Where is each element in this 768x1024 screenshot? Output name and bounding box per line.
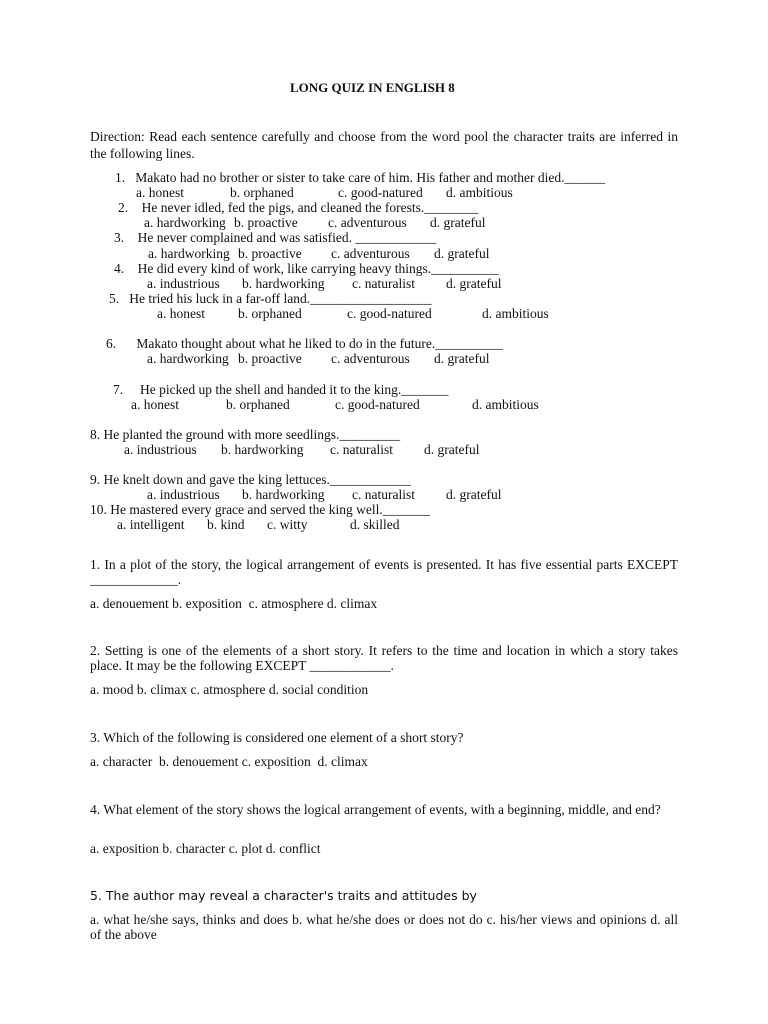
answer-choices: a. denouement b. exposition c. atmosphere d. climax (90, 596, 378, 611)
choice: c. witty (267, 517, 308, 532)
choice: b. proactive (238, 246, 302, 261)
choice: b. hardworking (221, 442, 304, 457)
question-6: 6. Makato thought about what he liked to do in the future.__________ (106, 336, 503, 351)
answer-choices: a. character b. denouement c. exposition d. climax (90, 754, 368, 769)
choice: d. grateful (434, 246, 490, 261)
choice: b. proactive (234, 215, 298, 230)
question-2: 2. He never idled, fed the pigs, and cleaned the forests.________ (118, 200, 479, 215)
choice: d. grateful (430, 215, 486, 230)
page-title: LONG QUIZ IN ENGLISH 8 (290, 80, 455, 95)
choice: a. hardworking (144, 215, 226, 230)
choice: c. good-natured (335, 397, 420, 412)
choice: d. skilled (350, 517, 400, 532)
question-7: 7. He picked up the shell and handed it to the king._______ (113, 382, 449, 397)
direction-text: Direction: Read each sentence carefully and choose from the word pool the character traits are inferred in the following lines. (90, 129, 678, 161)
choice: b. orphaned (226, 397, 290, 412)
choice: c. naturalist (352, 487, 415, 502)
question-b5: 5. The author may reveal a character's traits and attitudes by (90, 888, 477, 903)
choice: d. ambitious (446, 185, 513, 200)
choice: a. industrious (124, 442, 197, 457)
question-9: 9. He knelt down and gave the king lettuces.____________ (90, 472, 411, 487)
question-1: 1. Makato had no brother or sister to take care of him. His father and mother died.______ (115, 170, 605, 185)
choice: a. industrious (147, 276, 220, 291)
choice: c. naturalist (330, 442, 393, 457)
choice: b. orphaned (238, 306, 302, 321)
choice: c. adventurous (331, 351, 410, 366)
choice: a. hardworking (147, 351, 229, 366)
choice: d. grateful (424, 442, 480, 457)
choice: a. honest (136, 185, 184, 200)
question-b2: 2. Setting is one of the elements of a short story. It refers to the time and location in which a story takes place. It may be the following EXCEPT ____________. (90, 643, 678, 673)
question-10: 10. He mastered every grace and served the king well._______ (90, 502, 431, 517)
choice: a. hardworking (148, 246, 230, 261)
answer-choices: a. exposition b. character c. plot d. conflict (90, 841, 321, 856)
answer-choices: a. what he/she says, thinks and does b. what he/she does or does not do c. his/her views and opinions d. all of the above (90, 912, 678, 942)
question-8: 8. He planted the ground with more seedlings._________ (90, 427, 401, 442)
choice: c. naturalist (352, 276, 415, 291)
choice: d. grateful (446, 276, 502, 291)
choice: d. ambitious (482, 306, 549, 321)
choice: d. grateful (446, 487, 502, 502)
choice: c. adventurous (331, 246, 410, 261)
choice: b. proactive (238, 351, 302, 366)
answer-choices: a. mood b. climax c. atmosphere d. social condition (90, 682, 369, 697)
question-4: 4. He did every kind of work, like carrying heavy things.__________ (114, 261, 499, 276)
choice: a. industrious (147, 487, 220, 502)
choice: d. ambitious (472, 397, 539, 412)
question-b4: 4. What element of the story shows the logical arrangement of events, with a beginning, middle, and end? (90, 802, 661, 817)
choice: d. grateful (434, 351, 490, 366)
question-3: 3. He never complained and was satisfied. ____________ (114, 230, 437, 245)
choice: c. good-natured (338, 185, 423, 200)
choice: c. good-natured (347, 306, 432, 321)
choice: a. honest (131, 397, 179, 412)
choice: b. kind (207, 517, 245, 532)
question-b1: 1. In a plot of the story, the logical arrangement of events is presented. It has five essential parts EXCEPT _____________. (90, 557, 678, 587)
choice: a. honest (157, 306, 205, 321)
question-5: 5. He tried his luck in a far-off land.__________________ (109, 291, 432, 306)
choice: a. intelligent (117, 517, 185, 532)
choice: c. adventurous (328, 215, 407, 230)
choice: b. hardworking (242, 276, 325, 291)
choice: b. orphaned (230, 185, 294, 200)
choice: b. hardworking (242, 487, 325, 502)
question-b3: 3. Which of the following is considered one element of a short story? (90, 730, 464, 745)
